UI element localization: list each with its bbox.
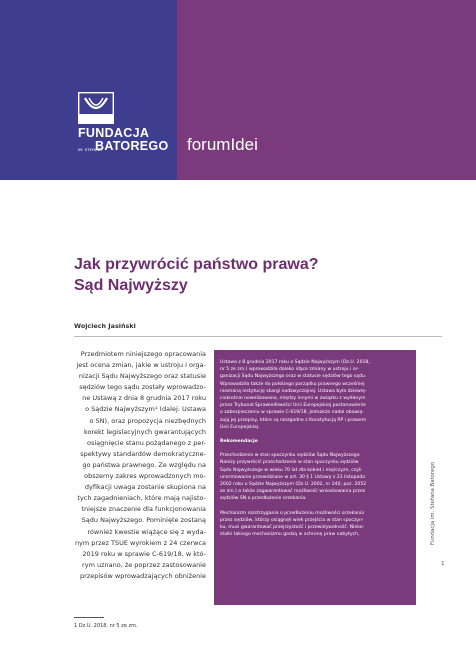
page-number: 1 [441,561,445,567]
body-text-line: Przedmiotem niniejszego opracowania [80,350,206,358]
body-text-line: ne Ustawą z dnia 8 grudnia 2017 roku [82,394,206,403]
summary-box-line: przez sędziów, którzy osiągnęli wiek przejścia w stan spoczyn- [220,517,364,523]
summary-box-line: Należy przywrócić przechodzenie w stan spoczynku sędziów [220,460,359,466]
summary-box-line: Sądu Najwyższego w wieku 70 lat dla kobiet i mężczyzn, czyli [220,467,362,473]
summary-box-line: Unii Europejskiej. [220,424,260,430]
body-text-line: jest ocena zmian, jakie w ustroju i orga- [76,361,206,370]
summary-box-line: Ustawa z 8 grudnia 2017 roku o Sądzie Najwyższym (Dz.U. 2018, [220,360,370,365]
body-text-line: nym przez TSUE wyrokiem z 24 czerwca [74,538,206,547]
summary-box-line: ganizacji Sądu Najwyższego oraz w statusie sędziów tego sądu. [220,374,367,380]
summary-box-line: nieznaną instytucję skargi nadzwyczajnej. Ustawa była dziewię- [220,388,367,394]
summary-box-line: nr 5 ze zm.) wprowadziła daleko idące zmiany w ustroju i or- [220,367,359,373]
logo-text-batorego: BATOREGO [95,139,169,153]
summary-box-gap [220,503,410,510]
body-text-line: tych zagadnieniach, które mają najisto- [77,494,206,503]
summary-box-line: o zabezpieczeniu w sprawie C-619/18. Jednakże nadal obowią- [220,410,364,416]
footnote-rule [74,617,104,618]
summary-box-line: Wprowadziła także do polskiego porządku prawnego wcześniej [220,381,365,387]
summary-box-gap [220,431,410,438]
body-text-line: o Sądzie Najwyższym¹ (dalej: Ustawa [85,405,206,414]
foundation-logo-icon [78,92,158,124]
body-text-line: obszerny zakres wprowadzonych mo- [84,472,206,481]
body-text-column [74,349,206,582]
summary-box-line: unormowanie przewidziane w art. 30 § 1 Ustawy z 23 listopada [220,474,366,480]
body-text-line: o SN), oraz propozycja niezbędnych [89,416,206,425]
body-text-line: korekt legislacyjnych gwarantujących [83,427,206,436]
summary-box-line: przez Trybunał Sprawiedliwości Unii Europejskiej postanowienie [220,403,366,409]
body-text-line: go państwa prawnego. Ze względu na [82,460,206,469]
author-name: Wojciech Jasiński [74,322,136,330]
summary-box-line: ku, musi gwarantować przejrzystość i przewidywalność. Nieko- [220,525,365,531]
article-title-line-1: Jak przywrócić państwo prawa? [74,256,319,273]
summary-box-line: Mechanizm rozstrzygania o przedłużeniu możliwości orzekania [220,510,365,516]
body-text-line: tniejsze znaczenie dla funkcjonowania [81,505,206,514]
body-text-line: 2019 roku w sprawie C-619/18, w któ- [82,549,206,558]
body-text-line: nizacji Sądu Najwyższego oraz statusie [78,372,206,381]
summary-box-content [220,359,410,538]
summary-box-line: Przechodzenie w stan spoczynku sędziów Sądu Najwyższego [220,453,360,459]
body-text-line: również kwestie wiążące się z wyda- [87,527,206,536]
summary-box-line: stalki takiego mechanizmu godzą w ochronę praw nabytych, [220,532,360,538]
summary-box-gap [220,445,410,452]
summary-box-line: 2002 roku o Sądzie Najwyższym (Dz.U. 2002, nr 240, poz. 2052 [220,482,367,488]
summary-box-line: zują jej przepisy, które są niezgodne z Konstytucją RP i prawem [220,417,367,423]
body-text-line: rym uznano, że poprzez zastosowanie [82,560,206,569]
body-text-line: spektywy standardów demokratyczne- [80,449,206,458]
body-text-line: przepisów wprowadzających obniżenie [80,571,206,580]
body-text-line: dyfikacji uwaga zostanie skupiona na [84,483,206,492]
body-text-line: sędziów tego sądu zostały wprowadzo- [79,383,206,392]
recommendations-heading: Rekomendacje [220,439,258,445]
body-text-line: osiągnięcie stanu pożądanego z per- [87,438,206,447]
divider [74,336,442,337]
logo-text-small: IM. STEFANA [78,147,102,152]
article-title [74,254,394,296]
body-text-line: Sądu Najwyższego. Pominięte zostaną [81,516,206,525]
article-title-line-2: Sąd Najwyższy [74,277,188,294]
summary-box [214,350,416,605]
forum-idei-label: forumIdei [187,135,258,154]
side-foundation-label: Fundacja im. Stefana Batorego [430,461,436,545]
footnote: 1 Dz.U. 2018, nr 5 ze zm. [74,623,138,629]
summary-box-line: sędziów SN o przedłużenie orzekania. [220,496,307,502]
logo-text-fundacja: FUNDACJA [78,126,150,140]
summary-box-line: ciokrotnie nowelizowana, między innymi w związku z wydanym [220,396,366,402]
summary-box-line: ze zm.) a także zagwarantować możliwość wnioskowania przez [220,489,366,495]
header-left-panel [0,0,177,180]
